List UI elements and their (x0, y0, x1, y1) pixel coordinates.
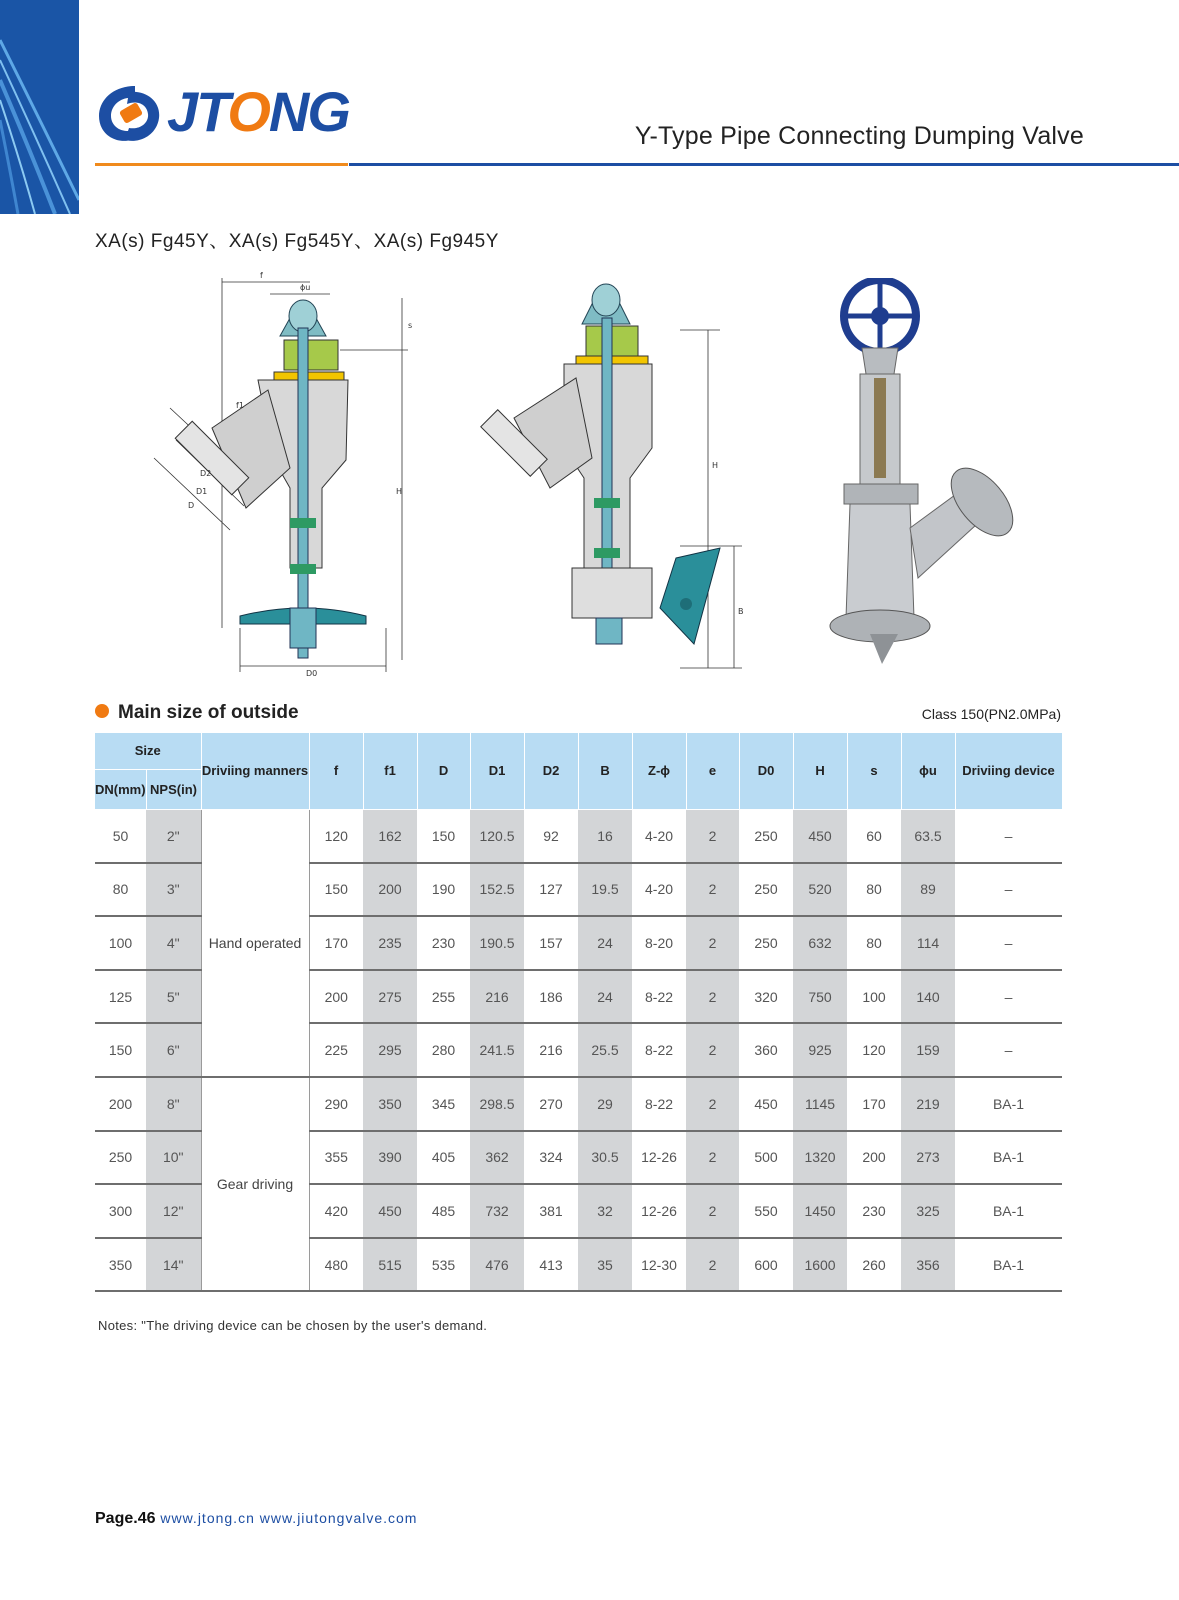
cell-d: 150 (417, 809, 470, 863)
cell-s: 100 (847, 970, 901, 1024)
cell-d0: 360 (739, 1023, 793, 1077)
cell-z: 8-22 (632, 1077, 686, 1131)
cell-dev: BA-1 (955, 1184, 1062, 1238)
header-d1: D1 (470, 733, 524, 809)
cell-h: 1450 (793, 1184, 847, 1238)
logo-mark-icon (95, 78, 165, 150)
cell-h: 632 (793, 916, 847, 970)
pressure-class-note: Class 150(PN2.0MPa) (921, 706, 1061, 722)
model-numbers: XA(s) Fg45Y、XA(s) Fg545Y、XA(s) Fg945Y (95, 231, 499, 252)
cell-f: 290 (309, 1077, 363, 1131)
cell-b: 19.5 (578, 863, 632, 917)
cell-z: 12-26 (632, 1131, 686, 1185)
cell-d: 405 (417, 1131, 470, 1185)
table-row (95, 1077, 1062, 1131)
header-rule (349, 163, 1179, 166)
header-d: D (417, 733, 470, 809)
brand-name: JTONG (167, 80, 349, 143)
cell-z: 8-20 (632, 916, 686, 970)
cell-f: 225 (309, 1023, 363, 1077)
cell-driving-manner-hand: Hand operated (201, 809, 309, 1077)
svg-text:D1: D1 (196, 487, 208, 496)
cell-d1: 362 (470, 1131, 524, 1185)
cell-h: 1145 (793, 1077, 847, 1131)
cell-f1: 450 (363, 1184, 417, 1238)
cell-b: 35 (578, 1238, 632, 1292)
cell-d1: 120.5 (470, 809, 524, 863)
cell-d: 485 (417, 1184, 470, 1238)
cell-b: 24 (578, 916, 632, 970)
svg-text:B: B (738, 607, 744, 616)
notes: Notes: "The driving device can be chosen by the user's demand. (98, 1318, 488, 1333)
svg-text:H: H (712, 461, 719, 470)
cell-e: 2 (686, 970, 739, 1024)
cell-dn: 350 (95, 1238, 146, 1292)
cell-d0: 250 (739, 863, 793, 917)
cell-u: 89 (901, 863, 955, 917)
cell-d1: 476 (470, 1238, 524, 1292)
cell-f1: 515 (363, 1238, 417, 1292)
cell-u: 273 (901, 1131, 955, 1185)
cell-d2: 413 (524, 1238, 578, 1292)
cell-d2: 270 (524, 1077, 578, 1131)
cell-e: 2 (686, 1184, 739, 1238)
cell-u: 63.5 (901, 809, 955, 863)
cell-h: 925 (793, 1023, 847, 1077)
cell-dn: 300 (95, 1184, 146, 1238)
cell-b: 25.5 (578, 1023, 632, 1077)
cell-d1: 241.5 (470, 1023, 524, 1077)
page-number: Page.46 (95, 1510, 156, 1527)
brand-logo (95, 78, 355, 150)
cell-d2: 157 (524, 916, 578, 970)
header-f1: f1 (363, 733, 417, 809)
header-d2: D2 (524, 733, 578, 809)
cell-b: 30.5 (578, 1131, 632, 1185)
cell-dn: 250 (95, 1131, 146, 1185)
cell-z: 8-22 (632, 970, 686, 1024)
cell-e: 2 (686, 1238, 739, 1292)
cell-u: 325 (901, 1184, 955, 1238)
header-driving-manners: Driviing manners (201, 733, 309, 809)
header-u: ϕu (901, 733, 955, 809)
gear-driving-section-drawing (480, 268, 770, 688)
cell-d0: 550 (739, 1184, 793, 1238)
page-footer (95, 1510, 417, 1528)
cell-h: 520 (793, 863, 847, 917)
cell-d1: 190.5 (470, 916, 524, 970)
cell-s: 170 (847, 1077, 901, 1131)
header-e: e (686, 733, 739, 809)
cell-h: 750 (793, 970, 847, 1024)
cell-d0: 320 (739, 970, 793, 1024)
cell-z: 12-26 (632, 1184, 686, 1238)
cell-d: 345 (417, 1077, 470, 1131)
svg-text:f: f (260, 271, 263, 280)
cell-f1: 162 (363, 809, 417, 863)
cell-e: 2 (686, 1077, 739, 1131)
cell-d2: 92 (524, 809, 578, 863)
section-heading: Main size of outside (95, 702, 299, 724)
table-row (95, 809, 1062, 863)
cell-s: 80 (847, 863, 901, 917)
cell-z: 8-22 (632, 1023, 686, 1077)
header-size: Size (95, 733, 201, 769)
cell-nps: 12" (146, 1184, 201, 1238)
cell-f: 355 (309, 1131, 363, 1185)
cell-f1: 295 (363, 1023, 417, 1077)
cell-u: 219 (901, 1077, 955, 1131)
cell-f1: 235 (363, 916, 417, 970)
header-driving-device: Driviing device (955, 733, 1062, 809)
website-links[interactable]: www.jtong.cn www.jiutongvalve.com (160, 1510, 418, 1526)
cell-e: 2 (686, 916, 739, 970)
cell-f: 150 (309, 863, 363, 917)
hand-operated-section-drawing (140, 268, 430, 688)
cell-d0: 450 (739, 1077, 793, 1131)
cell-z: 4-20 (632, 863, 686, 917)
cell-s: 260 (847, 1238, 901, 1292)
cell-dn: 200 (95, 1077, 146, 1131)
cell-d: 280 (417, 1023, 470, 1077)
cell-e: 2 (686, 863, 739, 917)
svg-text:f1: f1 (236, 401, 244, 410)
cell-d: 230 (417, 916, 470, 970)
header-d0: D0 (739, 733, 793, 809)
header-b: B (578, 733, 632, 809)
cell-f: 120 (309, 809, 363, 863)
valve-product-image (810, 278, 1030, 678)
cell-dev: BA-1 (955, 1077, 1062, 1131)
cell-nps: 6" (146, 1023, 201, 1077)
cell-dn: 150 (95, 1023, 146, 1077)
cell-dn: 125 (95, 970, 146, 1024)
cell-dev: – (955, 809, 1062, 863)
cell-nps: 4" (146, 916, 201, 970)
cell-d: 535 (417, 1238, 470, 1292)
cell-d2: 324 (524, 1131, 578, 1185)
cell-dn: 50 (95, 809, 146, 863)
cell-d2: 381 (524, 1184, 578, 1238)
cell-d2: 216 (524, 1023, 578, 1077)
header-s: s (847, 733, 901, 809)
cell-f: 200 (309, 970, 363, 1024)
header-h: H (793, 733, 847, 809)
cell-u: 159 (901, 1023, 955, 1077)
header-dn: DN(mm) (95, 769, 146, 809)
header-f: f (309, 733, 363, 809)
page-title: Y-Type Pipe Connecting Dumping Valve (634, 122, 1084, 150)
cell-f: 420 (309, 1184, 363, 1238)
cell-d1: 298.5 (470, 1077, 524, 1131)
cell-f1: 350 (363, 1077, 417, 1131)
cell-b: 16 (578, 809, 632, 863)
cell-dn: 100 (95, 916, 146, 970)
cell-dev: – (955, 970, 1062, 1024)
cell-d1: 152.5 (470, 863, 524, 917)
cell-f1: 390 (363, 1131, 417, 1185)
cell-d: 190 (417, 863, 470, 917)
cell-f1: 200 (363, 863, 417, 917)
cell-u: 114 (901, 916, 955, 970)
svg-text:ϕu: ϕu (300, 283, 311, 292)
header-rule-accent (95, 163, 348, 166)
cell-nps: 8" (146, 1077, 201, 1131)
cell-b: 32 (578, 1184, 632, 1238)
cell-d1: 732 (470, 1184, 524, 1238)
cell-driving-manner-gear: Gear driving (201, 1077, 309, 1291)
cell-dev: BA-1 (955, 1131, 1062, 1185)
svg-text:D2: D2 (200, 469, 212, 478)
cell-z: 4-20 (632, 809, 686, 863)
cell-d1: 216 (470, 970, 524, 1024)
cell-nps: 2" (146, 809, 201, 863)
bullet-dot-icon (95, 704, 109, 718)
cell-f: 480 (309, 1238, 363, 1292)
svg-text:D: D (188, 501, 195, 510)
cell-s: 80 (847, 916, 901, 970)
cell-b: 24 (578, 970, 632, 1024)
svg-text:H: H (396, 487, 403, 496)
cell-dev: BA-1 (955, 1238, 1062, 1292)
cell-s: 200 (847, 1131, 901, 1185)
cell-s: 60 (847, 809, 901, 863)
cell-d2: 186 (524, 970, 578, 1024)
cell-nps: 5" (146, 970, 201, 1024)
cell-b: 29 (578, 1077, 632, 1131)
cell-d0: 500 (739, 1131, 793, 1185)
cell-nps: 10" (146, 1131, 201, 1185)
corner-decoration (0, 0, 79, 214)
cell-f: 170 (309, 916, 363, 970)
header-nps: NPS(in) (146, 769, 201, 809)
cell-s: 120 (847, 1023, 901, 1077)
cell-h: 450 (793, 809, 847, 863)
cell-e: 2 (686, 1131, 739, 1185)
cell-dn: 80 (95, 863, 146, 917)
cell-u: 356 (901, 1238, 955, 1292)
cell-z: 12-30 (632, 1238, 686, 1292)
cell-d2: 127 (524, 863, 578, 917)
cell-e: 2 (686, 809, 739, 863)
cell-f1: 275 (363, 970, 417, 1024)
svg-text:D0: D0 (306, 669, 318, 678)
cell-dev: – (955, 863, 1062, 917)
cell-nps: 3" (146, 863, 201, 917)
svg-text:s: s (408, 321, 413, 330)
cell-d0: 600 (739, 1238, 793, 1292)
cell-d0: 250 (739, 809, 793, 863)
cell-h: 1320 (793, 1131, 847, 1185)
cell-u: 140 (901, 970, 955, 1024)
cell-dev: – (955, 916, 1062, 970)
dimensions-table (95, 733, 1063, 1292)
cell-e: 2 (686, 1023, 739, 1077)
cell-d: 255 (417, 970, 470, 1024)
cell-d0: 250 (739, 916, 793, 970)
header-z: Z-ϕ (632, 733, 686, 809)
cell-nps: 14" (146, 1238, 201, 1292)
cell-dev: – (955, 1023, 1062, 1077)
cell-h: 1600 (793, 1238, 847, 1292)
cell-s: 230 (847, 1184, 901, 1238)
